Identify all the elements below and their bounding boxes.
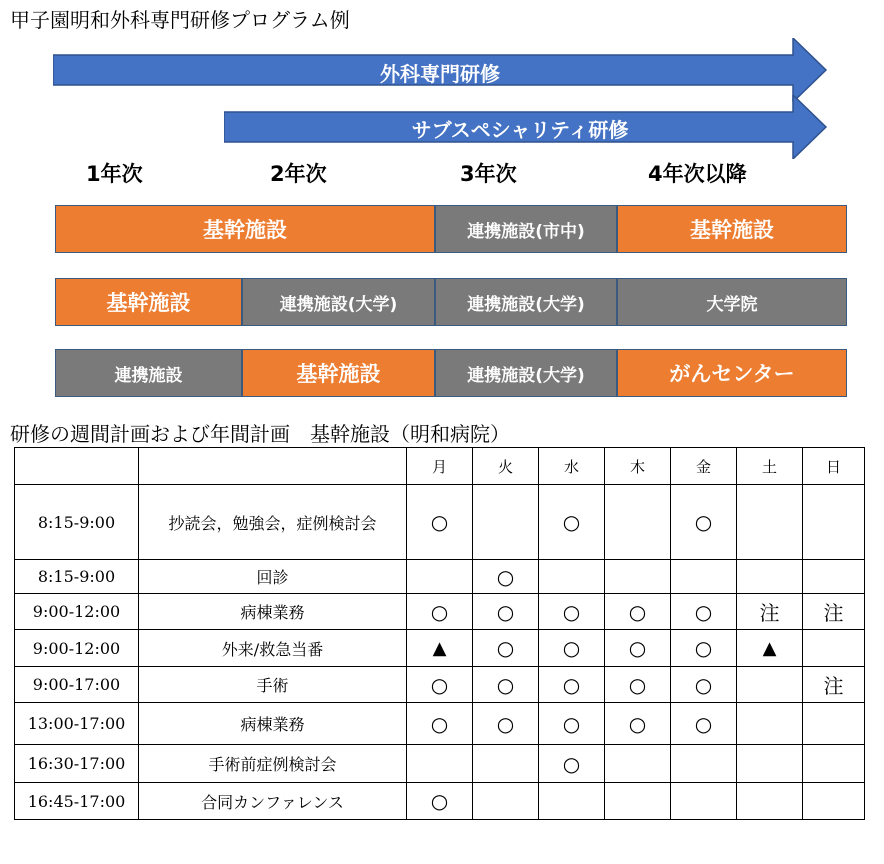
year-2-label: 2年次 xyxy=(270,162,327,186)
header-day: 日 xyxy=(803,448,865,485)
mark-cell xyxy=(407,745,473,783)
page-title: 甲子園明和外科専門研修プログラム例 xyxy=(10,8,350,32)
header-day: 水 xyxy=(539,448,605,485)
mark-cell xyxy=(803,485,865,560)
activity-cell: 病棟業務 xyxy=(139,703,407,745)
mark-cell: ○ xyxy=(539,594,605,630)
pathway-segment: 基幹施設 xyxy=(617,205,847,253)
header-activity xyxy=(139,448,407,485)
time-cell: 9:00-12:00 xyxy=(15,630,139,667)
mark-cell: ○ xyxy=(473,630,539,667)
mark-cell xyxy=(473,485,539,560)
mark-cell: ○ xyxy=(407,594,473,630)
header-time xyxy=(15,448,139,485)
mark-cell: ○ xyxy=(407,783,473,820)
activity-cell: 手術 xyxy=(139,667,407,703)
mark-cell: ○ xyxy=(671,703,737,745)
header-day: 火 xyxy=(473,448,539,485)
time-cell: 8:15-9:00 xyxy=(15,560,139,594)
activity-cell: 外来/救急当番 xyxy=(139,630,407,667)
subspecialty-training-label: サブスペシャリティ研修 xyxy=(411,118,629,142)
mark-cell: ○ xyxy=(539,745,605,783)
mark-cell xyxy=(803,630,865,667)
mark-cell: ○ xyxy=(605,594,671,630)
table-row xyxy=(15,485,865,560)
activity-cell: 病棟業務 xyxy=(139,594,407,630)
surgery-training-label: 外科専門研修 xyxy=(380,62,500,86)
mark-cell: 注 xyxy=(803,667,865,703)
mark-cell: ○ xyxy=(473,667,539,703)
mark-cell xyxy=(407,560,473,594)
year-1-label: 1年次 xyxy=(86,162,143,186)
pathway-row-2 xyxy=(55,278,847,326)
mark-cell xyxy=(539,783,605,820)
mark-cell xyxy=(737,745,803,783)
mark-cell xyxy=(473,745,539,783)
mark-cell xyxy=(737,560,803,594)
mark-cell: ○ xyxy=(605,630,671,667)
pathway-segment: 基幹施設 xyxy=(55,278,242,326)
mark-cell: ○ xyxy=(407,703,473,745)
mark-cell xyxy=(737,783,803,820)
mark-cell: ○ xyxy=(539,485,605,560)
mark-cell: ○ xyxy=(605,703,671,745)
header-day: 土 xyxy=(737,448,803,485)
mark-cell xyxy=(671,745,737,783)
mark-cell: ○ xyxy=(605,667,671,703)
mark-cell: ○ xyxy=(407,667,473,703)
mark-cell: ○ xyxy=(539,703,605,745)
pathway-segment: 基幹施設 xyxy=(242,349,435,397)
mark-cell xyxy=(539,560,605,594)
time-cell: 9:00-12:00 xyxy=(15,594,139,630)
header-day: 木 xyxy=(605,448,671,485)
pathway-row-3 xyxy=(55,349,847,397)
pathway-segment: 連携施設(大学) xyxy=(435,278,617,326)
mark-cell: ▲ xyxy=(407,630,473,667)
pathway-segment: 連携施設(市中) xyxy=(435,205,617,253)
time-cell: 13:00-17:00 xyxy=(15,703,139,745)
pathway-segment: 連携施設(大学) xyxy=(435,349,617,397)
mark-cell: ○ xyxy=(539,630,605,667)
time-cell: 9:00-17:00 xyxy=(15,667,139,703)
header-day: 金 xyxy=(671,448,737,485)
table-row xyxy=(15,560,865,594)
pathway-segment: がんセンター xyxy=(617,349,847,397)
table-row xyxy=(15,745,865,783)
mark-cell xyxy=(803,783,865,820)
table-row xyxy=(15,783,865,820)
header-day: 月 xyxy=(407,448,473,485)
mark-cell xyxy=(737,667,803,703)
mark-cell xyxy=(737,703,803,745)
mark-cell: ○ xyxy=(671,594,737,630)
pathway-segment: 連携施設(大学) xyxy=(242,278,435,326)
mark-cell: 注 xyxy=(803,594,865,630)
mark-cell xyxy=(473,783,539,820)
mark-cell: ○ xyxy=(473,594,539,630)
schedule-title: 研修の週間計画および年間計画 基幹施設（明和病院） xyxy=(10,422,510,446)
mark-cell: ○ xyxy=(671,630,737,667)
mark-cell: ▲ xyxy=(737,630,803,667)
mark-cell xyxy=(605,745,671,783)
year-3-label: 3年次 xyxy=(460,162,517,186)
mark-cell xyxy=(803,560,865,594)
year-4-label: 4年次以降 xyxy=(648,162,747,186)
pathway-segment: 大学院 xyxy=(617,278,847,326)
weekly-schedule-table xyxy=(14,447,865,820)
mark-cell: 注 xyxy=(737,594,803,630)
mark-cell: ○ xyxy=(407,485,473,560)
mark-cell xyxy=(671,783,737,820)
mark-cell: ○ xyxy=(539,667,605,703)
activity-cell: 合同カンファレンス xyxy=(139,783,407,820)
table-header-row xyxy=(15,448,865,485)
table-row xyxy=(15,703,865,745)
table-row xyxy=(15,630,865,667)
mark-cell: ○ xyxy=(671,667,737,703)
mark-cell xyxy=(605,485,671,560)
time-cell: 16:45-17:00 xyxy=(15,783,139,820)
activity-cell: 抄読会，勉強会，症例検討会 xyxy=(139,485,407,560)
pathway-segment: 基幹施設 xyxy=(55,205,435,253)
mark-cell xyxy=(605,560,671,594)
mark-cell xyxy=(803,745,865,783)
mark-cell: ○ xyxy=(473,560,539,594)
mark-cell: ○ xyxy=(473,703,539,745)
mark-cell xyxy=(737,485,803,560)
activity-cell: 手術前症例検討会 xyxy=(139,745,407,783)
pathway-segment: 連携施設 xyxy=(55,349,242,397)
activity-cell: 回診 xyxy=(139,560,407,594)
pathway-row-1 xyxy=(55,205,847,253)
mark-cell: ○ xyxy=(671,485,737,560)
mark-cell xyxy=(671,560,737,594)
time-cell: 16:30-17:00 xyxy=(15,745,139,783)
time-cell: 8:15-9:00 xyxy=(15,485,139,560)
mark-cell xyxy=(605,783,671,820)
table-row xyxy=(15,594,865,630)
table-row xyxy=(15,667,865,703)
mark-cell xyxy=(803,703,865,745)
